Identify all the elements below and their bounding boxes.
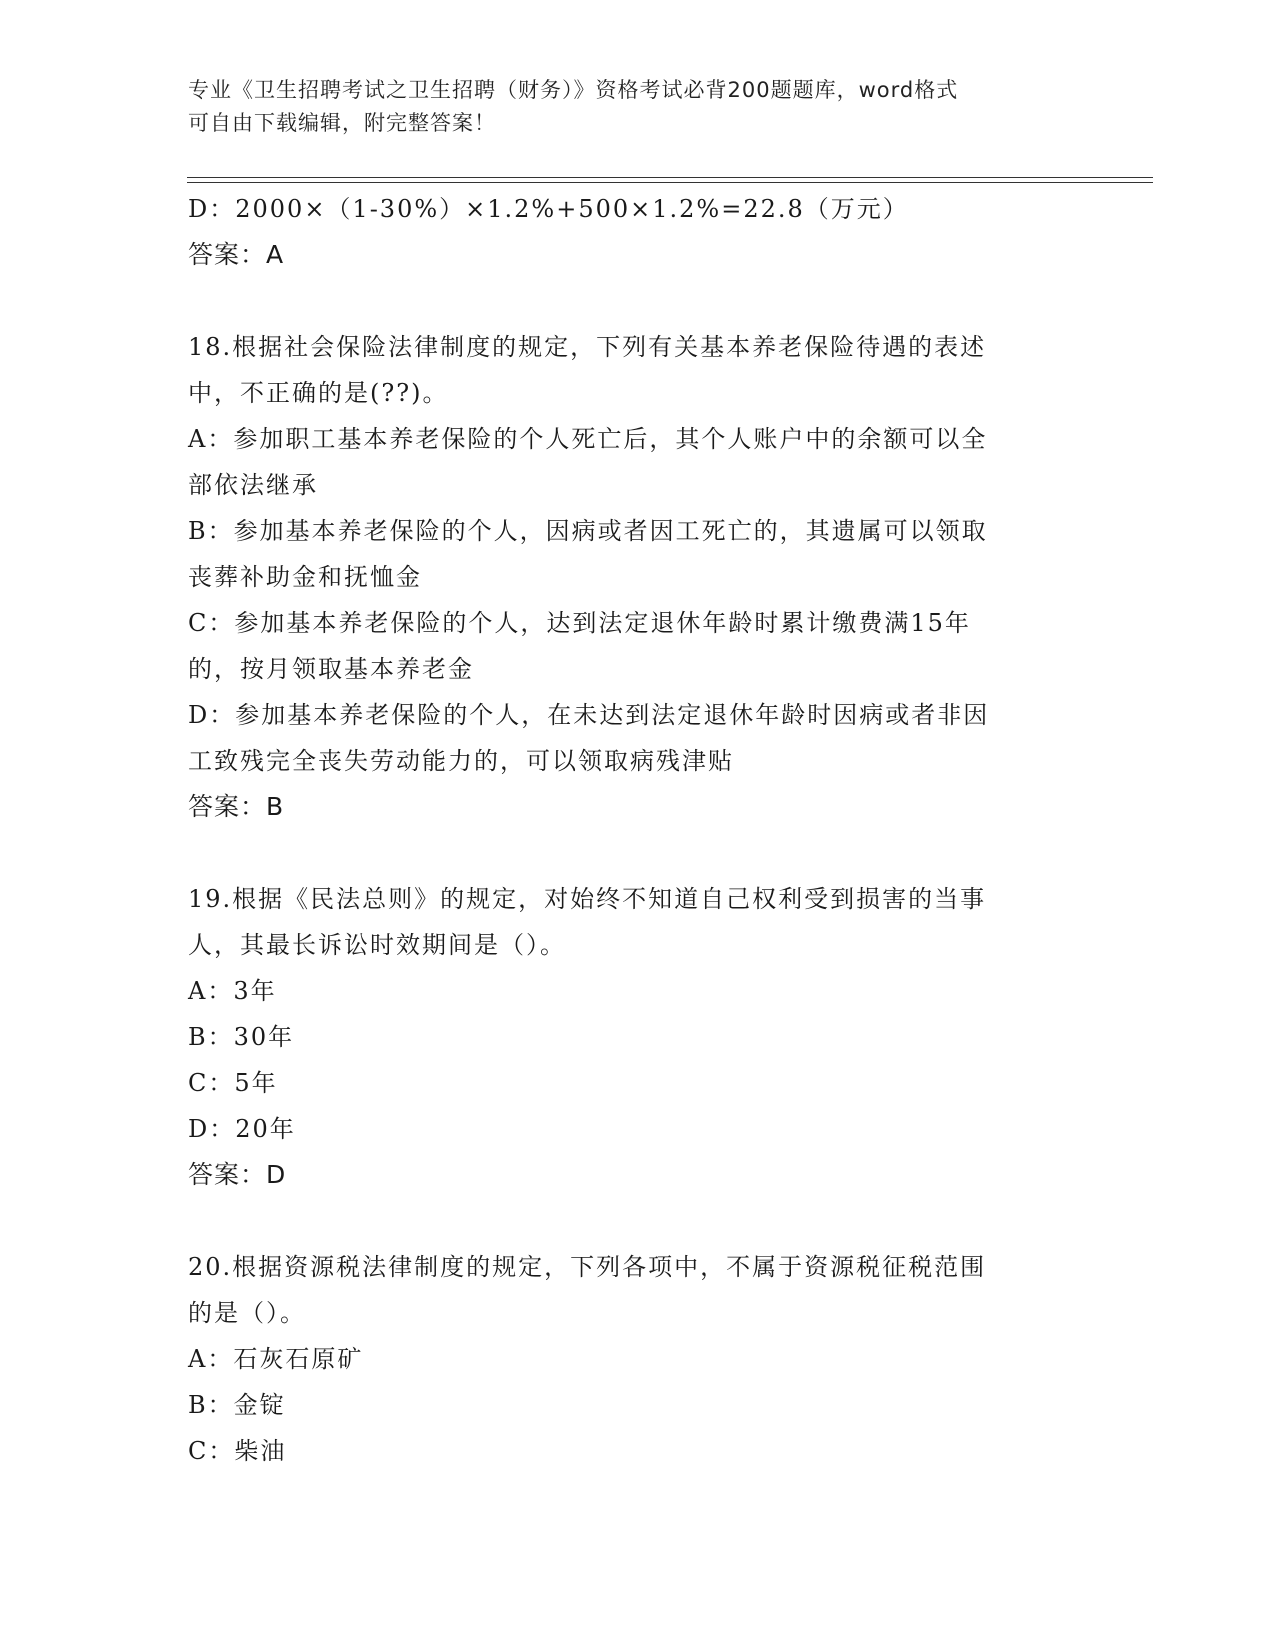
- option-c: C：柴油: [188, 1437, 287, 1465]
- option-c: C：5年: [188, 1069, 278, 1097]
- question-stem: 18.根据社会保险法律制度的规定，下列有关基本养老保险待遇的表述: [188, 333, 987, 361]
- option-d-cont: 工致残完全丧失劳动能力的，可以领取病残津贴: [188, 747, 734, 775]
- option-d: D：20年: [188, 1115, 296, 1143]
- option-b-cont: 丧葬补助金和抚恤金: [188, 563, 422, 591]
- header-line-1: 专业《卫生招聘考试之卫生招聘（财务）》资格考试必背200题题库，word格式: [188, 78, 959, 102]
- option-b: B：30年: [188, 1023, 295, 1051]
- page-header: [188, 74, 1068, 140]
- header-line-2: 可自由下载编辑，附完整答案！: [188, 111, 496, 135]
- option-d: D：参加基本养老保险的个人，在未达到法定退休年龄时因病或者非因: [188, 701, 990, 729]
- option-b: B：参加基本养老保险的个人，因病或者因工死亡的，其遗属可以领取: [188, 517, 988, 545]
- question-17-tail: [188, 186, 1088, 278]
- question-stem-cont: 的是（）。: [188, 1299, 306, 1327]
- option-d: D：2000×（1-30%）×1.2%+500×1.2%=22.8（万元）: [188, 195, 909, 223]
- spacer: [188, 278, 1088, 324]
- question-19: [188, 876, 1088, 1198]
- answer-label: 答案：A: [188, 240, 285, 269]
- option-c-cont: 的，按月领取基本养老金: [188, 655, 474, 683]
- answer-label: 答案：B: [188, 792, 285, 821]
- question-stem: 19.根据《民法总则》的规定，对始终不知道自己权利受到损害的当事: [188, 885, 987, 913]
- option-a: A：石灰石原矿: [188, 1345, 364, 1373]
- option-a: A：3年: [188, 977, 277, 1005]
- header-divider-top: [187, 177, 1153, 178]
- question-18: [188, 324, 1088, 830]
- spacer: [188, 1198, 1088, 1244]
- question-stem-cont: 中，不正确的是(??)。: [188, 379, 449, 407]
- spacer: [188, 830, 1088, 876]
- option-c: C：参加基本养老保险的个人，达到法定退休年龄时累计缴费满15年: [188, 609, 971, 637]
- question-stem-cont: 人，其最长诉讼时效期间是（）。: [188, 931, 566, 959]
- question-stem: 20.根据资源税法律制度的规定，下列各项中，不属于资源税征税范围: [188, 1253, 987, 1281]
- answer-label: 答案：D: [188, 1160, 287, 1189]
- document-body: [188, 186, 1088, 1474]
- option-a: A：参加职工基本养老保险的个人死亡后，其个人账户中的余额可以全: [188, 425, 988, 453]
- question-20: [188, 1244, 1088, 1474]
- option-b: B：金锭: [188, 1391, 286, 1419]
- header-divider-bottom: [187, 182, 1153, 183]
- option-a-cont: 部依法继承: [188, 471, 318, 499]
